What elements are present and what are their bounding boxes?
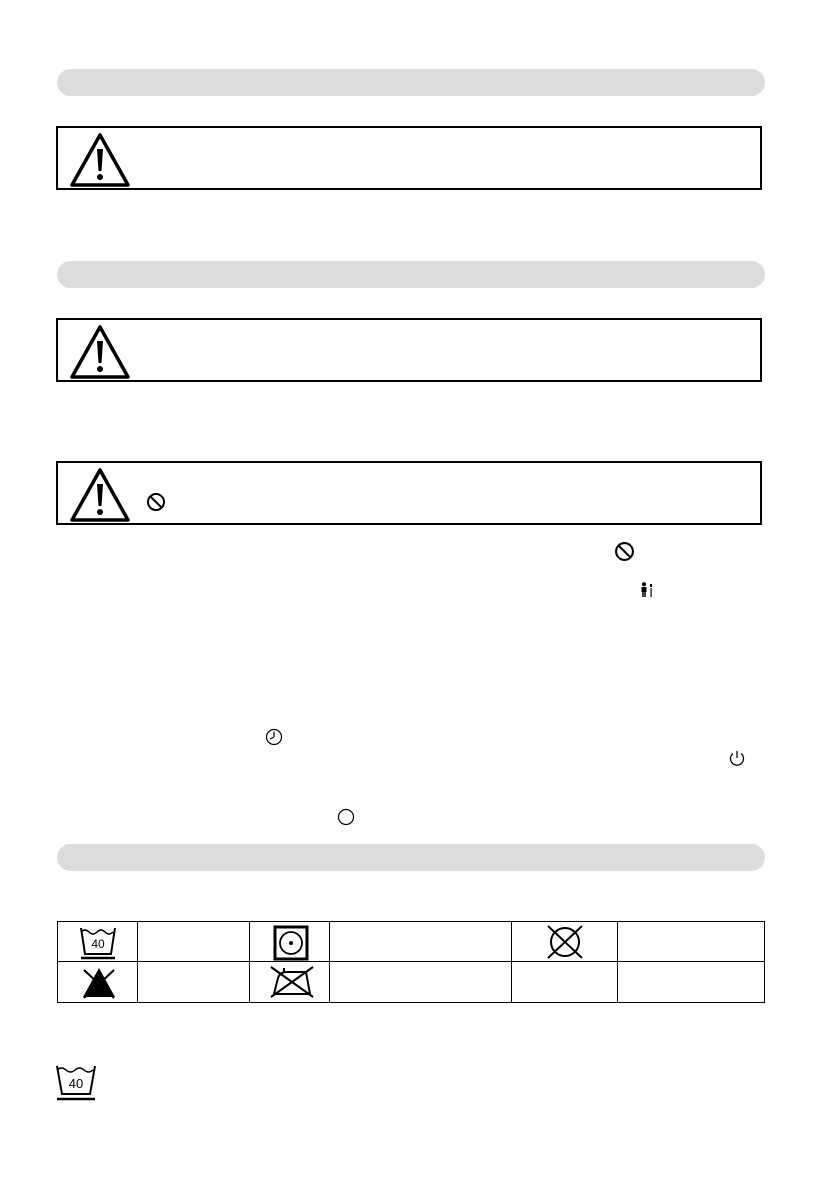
table-cell xyxy=(512,962,618,1002)
service-person-icon xyxy=(639,582,657,598)
timer-icon xyxy=(265,728,283,746)
power-icon xyxy=(728,749,746,767)
care-symbols-table xyxy=(57,921,765,1003)
warning-triangle-icon xyxy=(68,131,132,189)
table-cell xyxy=(618,922,764,962)
prohibition-icon xyxy=(614,541,635,562)
table-cell xyxy=(330,922,512,962)
wash-40-icon xyxy=(78,924,118,960)
no-iron-icon xyxy=(268,964,316,1000)
warning-box-3 xyxy=(56,461,762,525)
table-cell xyxy=(138,922,250,962)
circle-icon xyxy=(337,808,355,826)
warning-triangle-icon xyxy=(68,323,132,381)
wash-40-icon xyxy=(54,1061,98,1101)
warning-box-1 xyxy=(56,126,762,190)
no-dry-clean-icon xyxy=(542,923,588,961)
warning-triangle-icon xyxy=(68,466,132,524)
table-cell xyxy=(618,962,764,1002)
prohibition-icon xyxy=(146,492,166,512)
section-bar-1 xyxy=(57,69,765,96)
legend-wash-temp-label: 40 xyxy=(68,1076,84,1091)
tumble-dry-icon xyxy=(273,925,309,961)
table-cell xyxy=(138,962,250,1002)
table-cell xyxy=(330,962,512,1002)
no-bleach-icon xyxy=(78,964,120,1000)
warning-box-2 xyxy=(56,318,762,382)
section-bar-3 xyxy=(57,844,765,871)
section-bar-2 xyxy=(57,261,765,288)
wash-temp-label: 40 xyxy=(91,937,105,951)
